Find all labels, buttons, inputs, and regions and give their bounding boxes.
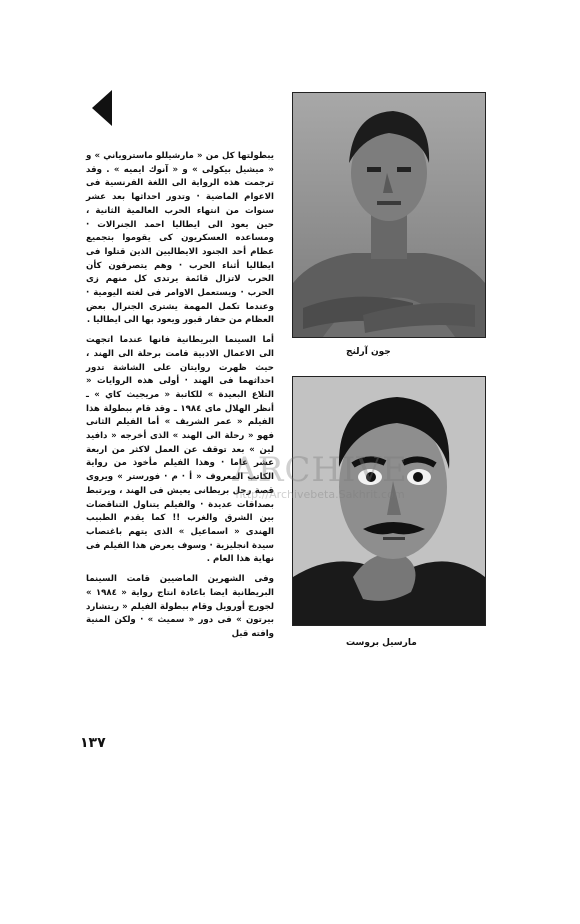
photo-caption-bottom: مارسيل بروست [346,638,417,648]
article-paragraph-1: يبطولتها كل من « مارشيللو ماستروياني » و « ميشيل بيكولى » و « آنوك ايميه » . وقد ترجمت هذه الرواية الى اللغة الفرنسية فى الاعوام الماضية · وتدور احداثها بعد عشر سنوات من انتهاء الحرب العالمية الثانية ، حين يعود الى ايطاليا احمد الجنرالات · ومساعده العسكريون كى يقوموا بتجميع عظام أحد الجنود الايطاليين الذين قتلوا فى ايطاليا أثناء الحرب · وهم يتصرفون كأن الحرب لاتزال قائمة يرتدى كل منهم زى الحرب · ويستعمل الاوامر فى لغته اليومية · وعندما تكمل المهمة يشترى الجنرال بعض العظام من حفار قبور ويعود بها الى ايطاليا . [86,151,274,326]
photo-caption-top: جون آرلنج [346,347,391,357]
portrait-photo-bottom [292,376,486,626]
section-marker-triangle [92,90,112,126]
page-number: ١٣٧ [80,735,106,751]
portrait-photo-top [292,92,486,338]
watermark-url: http://Archivebeta.Sakhrit.com [235,488,405,501]
article-column [86,150,274,648]
portrait-illustration-top [293,93,485,337]
watermark-title: ARCHIVE [232,450,408,490]
portrait-illustration-bottom [293,377,485,625]
article-paragraph-2: أما السينما البريطانية فانها عندما اتجهت الى الاعمال الادبية قامت برحلة الى الهند ، حيث ظهرت روايتان على الشاشة تدور احداثهما فى الهند · أولى هذه الروايات « التلاع البعيدة » للكاتبة « مريجيث كاي » ـ أنظر الهلال ماى ١٩٨٤ ـ وقد قام ببطولة هذا الفيلم « عمر الشريف » أما الفيلم الثانى فهو « رحلة الى الهند » الذى أخرجه « دافيد لين » بعد توقف عن العمل لاكثر من اربعة عشر عاما · وهذا الفيلم مأخوذ من رواية الكاتب المعروف « أ · م · فورستر » ويروى قصة رجل بريطانى يعيش فى الهند ، ويرتبط بصداقات عديدة · والفيلم يتناول التناقضات بين الشرق والغرب !! كما يقدم الطبيب الهندى « اسماعيل » الذى يتهم باغتصاب سيدة انجليزية · وسوف يعرض هذا الفيلم فى نهاية هذا العام . [86,335,274,565]
article-paragraph-3: وفى الشهرين الماضيين قامت السينما البريطانية ايضا باعادة انتاج رواية « ١٩٨٤ » لجورج أورويل وقام ببطولة الفيلم « ريتشارد بيرتون » فى دور « سميث » · ولكن المنية وافته قبل [86,574,274,639]
